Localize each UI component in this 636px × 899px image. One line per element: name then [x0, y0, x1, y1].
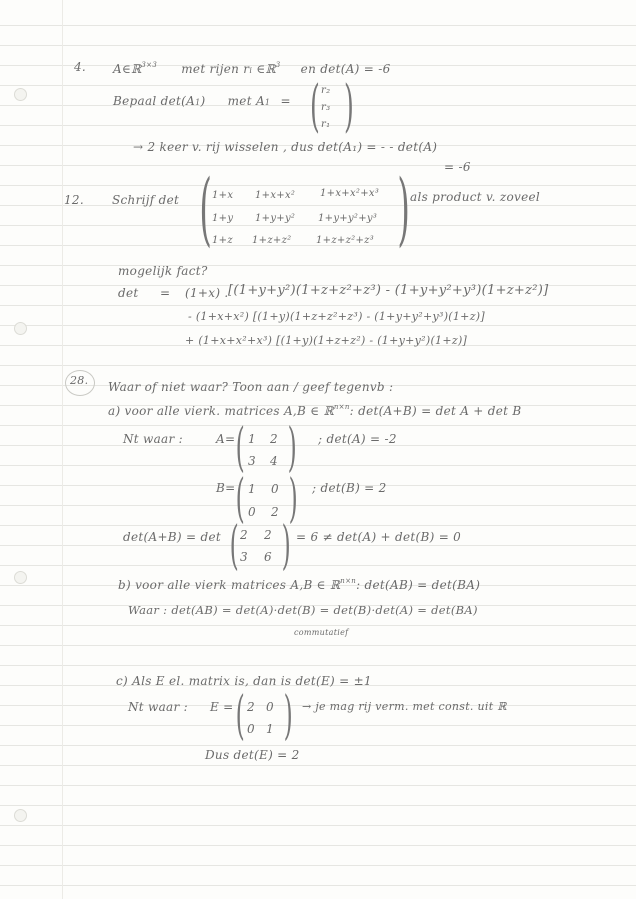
matrix-entry: r₃ — [321, 102, 331, 113]
matrix-entry: 3 — [248, 454, 256, 468]
question-c: c) Als E el. matrix is, dan is det(E) = ±1 — [116, 674, 372, 688]
matrix-entry: 1+x — [212, 190, 234, 201]
matrix-bracket-left: ( — [235, 469, 245, 529]
matrix-entry: r₁ — [321, 119, 331, 130]
sum-result: = 6 ≠ det(A) + det(B) = 0 — [296, 530, 462, 544]
question-b: b) voor alle vierk matrices A,B ∈ ℝ$^{n\times n}$: det(AB) = det(BA) — [118, 577, 481, 592]
punch-hole — [14, 571, 27, 584]
matrix-bracket-right: ) — [344, 74, 354, 139]
matrix-entry: 0 — [247, 722, 255, 736]
matrix-bracket-left: ( — [235, 418, 245, 478]
verdict-label: Nt waar : — [128, 700, 189, 714]
margin-line — [62, 0, 63, 899]
determinant-bracket-left: ( — [199, 162, 212, 255]
matrix-entry: 1 — [248, 482, 256, 496]
problem-number: 28. — [70, 374, 89, 387]
punch-hole — [14, 322, 27, 335]
matrix-entry: 1+y+y² — [255, 213, 296, 224]
expansion-line: - (1+x+x²) [(1+y)(1+z+z²+z³) - (1+y+y²+y³)(1+z)] — [188, 310, 485, 323]
expansion-term: (1+x) . — [185, 286, 229, 300]
matrix-entry: 3 — [240, 550, 248, 564]
matrix-bracket-right: ) — [283, 686, 293, 746]
matrix-entry: 0 — [266, 700, 274, 714]
matrix-entry: 4 — [270, 454, 278, 468]
matrix-entry: 6 — [264, 550, 272, 564]
annotation-note: → je mag rij verm. met const. uit ℝ — [302, 700, 507, 713]
matrix-entry: 1+z — [212, 235, 233, 246]
matrix-bracket-left: ( — [310, 74, 320, 139]
matrix-entry: 1 — [266, 722, 274, 736]
matrix-entry: r₂ — [321, 85, 331, 96]
matrix-entry: 1+z+z² — [252, 235, 292, 246]
matrix-entry: 1+x+x²+x³ — [320, 188, 380, 199]
statement-trail: als product v. zoveel — [410, 190, 541, 204]
determinant-value: ; det(B) = 2 — [312, 481, 387, 495]
matrix-entry: 1+z+z²+z³ — [316, 235, 375, 246]
matrix-bracket-right: ) — [288, 469, 298, 529]
matrix-entry: 2 — [247, 700, 255, 714]
matrix-entry: 2 — [271, 505, 279, 519]
problem-number: 12. — [64, 193, 84, 207]
matrix-bracket-right: ) — [281, 516, 291, 576]
matrix-entry: 2 — [264, 528, 272, 542]
answer-line: → 2 keer v. rij wisselen , dus det(A₁) = - - det(A) — [133, 140, 438, 154]
determinant-value: ; det(A) = -2 — [318, 432, 397, 446]
question-a: a) voor alle vierk. matrices A,B ∈ ℝ$^{n\times n}$: det(A+B) = det A + det B — [108, 403, 522, 418]
punch-hole — [14, 809, 27, 822]
matrix-entry: 1 — [248, 432, 256, 446]
matrix-entry: 0 — [271, 482, 279, 496]
determinant-bracket-right: ) — [397, 162, 410, 255]
problem-title: Waar of niet waar? Toon aan / geef tegenvb : — [108, 380, 394, 394]
punch-hole — [14, 88, 27, 101]
conclusion-c: Dus det(E) = 2 — [205, 748, 300, 762]
matrix-entry: 2 — [270, 432, 278, 446]
statement-lead: Schrijf det — [112, 193, 180, 207]
expansion-line: + (1+x+x²+x³) [(1+y)(1+z+z²) - (1+y+y²)(1+z)] — [185, 334, 468, 347]
note-text: mogelijk fact? — [118, 264, 208, 278]
matrix-label: B= — [216, 481, 236, 495]
matrix-label: E = — [210, 700, 234, 714]
problem-number: 4. — [74, 60, 87, 74]
det-label: det — [118, 286, 139, 300]
expansion-bracket: [(1+y+y²)(1+z+z²+z³) - (1+y+y²+y³)(1+z+z²)] — [228, 283, 549, 298]
matrix-bracket-right: ) — [287, 418, 297, 478]
matrix-entry: 2 — [240, 528, 248, 542]
matrix-entry: 1+y+y²+y³ — [318, 213, 378, 224]
sum-label: det(A+B) = det — [123, 530, 221, 544]
statement-line: A∈ℝ$^{3\times 3}$ met rijen ri ∈ℝ$^3$ en det(A) = -6 — [113, 61, 391, 76]
annotation-commutatief: commutatief — [294, 628, 349, 637]
matrix-bracket-left: ( — [229, 516, 239, 576]
answer-b: Waar : det(AB) = det(A)·det(B) = det(B)·det(A) = det(BA) — [128, 603, 478, 617]
equals-sign: = — [160, 286, 171, 300]
matrix-label: A= — [216, 432, 236, 446]
matrix-entry: 1+x+x² — [255, 190, 296, 201]
matrix-entry: 0 — [248, 505, 256, 519]
statement-line: Bepaal det(A1) met A1 = — [113, 94, 291, 108]
verdict-label: Nt waar : — [123, 432, 184, 446]
answer-result: = -6 — [444, 160, 471, 174]
matrix-bracket-left: ( — [235, 686, 245, 746]
matrix-entry: 1+y — [212, 213, 234, 224]
